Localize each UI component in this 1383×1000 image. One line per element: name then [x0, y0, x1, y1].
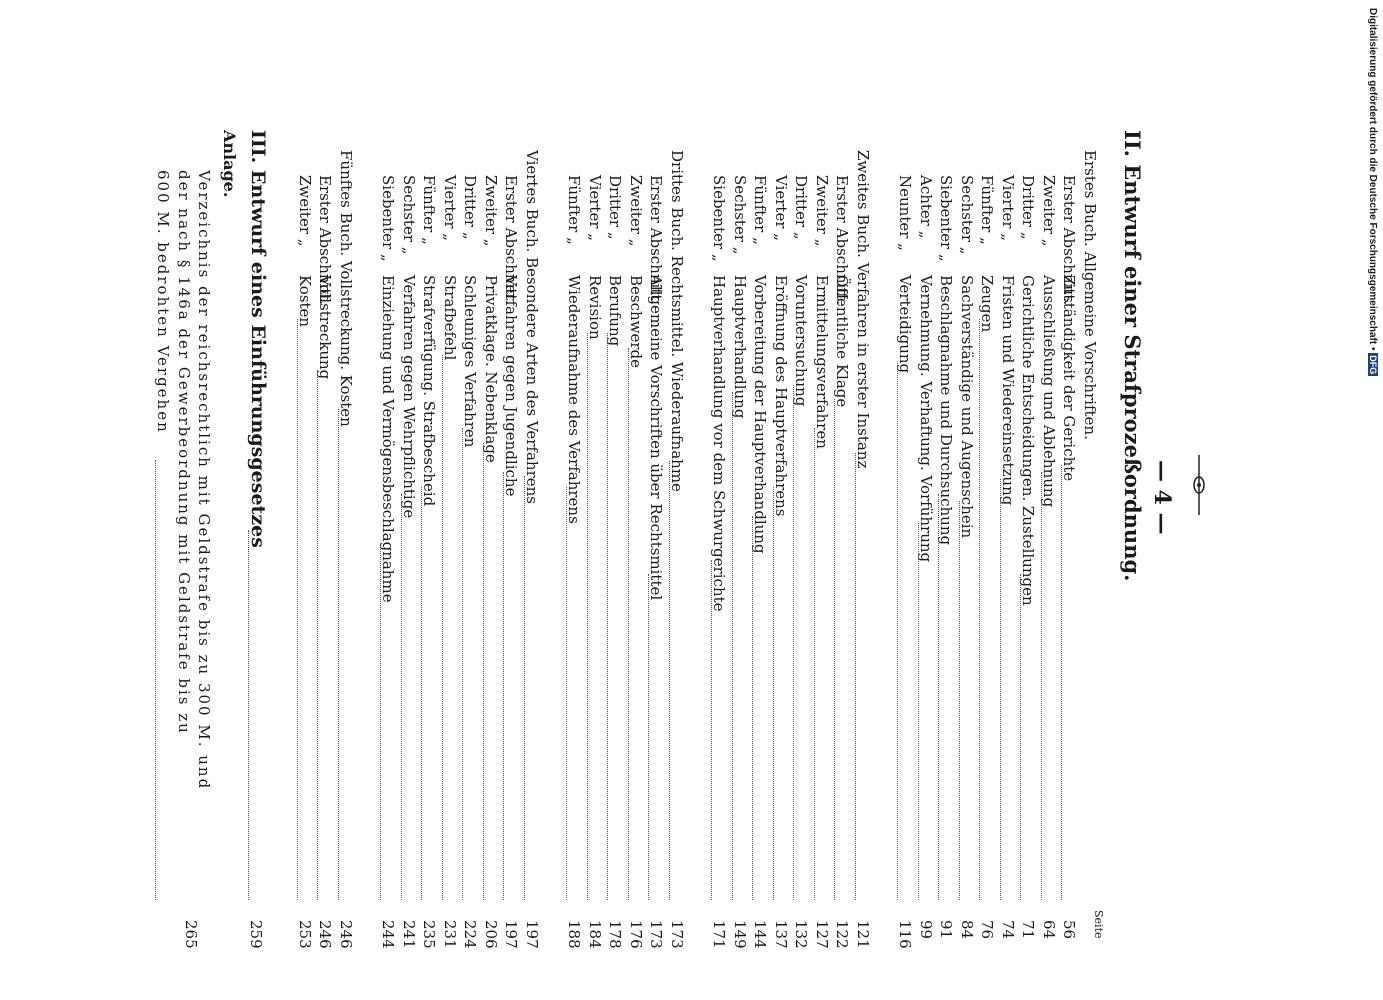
toc-entry-ordinal: Zweiter „ [1040, 175, 1058, 247]
toc-entry-title: Beschlagnahme und Durchsuchung [937, 275, 956, 546]
dot-leader [1021, 574, 1036, 900]
dot-leader [898, 363, 913, 900]
toc-entry-ordinal: Dritter „ [792, 175, 811, 240]
toc-entry-ordinal: Zweiter „ [627, 175, 645, 247]
toc-entry-title: Beschwerde [627, 275, 645, 369]
toc-entry-page: 149 [731, 920, 749, 949]
toc-entry-page: 178 [606, 920, 625, 949]
toc-entry-page: 122 [833, 920, 852, 949]
toc-entry-ordinal: Vierter „ [586, 175, 604, 242]
dot-leader [1062, 465, 1077, 900]
toc-entry-title: Sachverständige und Augenschein [958, 275, 976, 539]
toc-entry-ordinal: Zweiter „ [813, 175, 831, 247]
toc-entry-ordinal: Vierter „ [441, 175, 459, 242]
toc-entry-page: 231 [441, 920, 459, 949]
toc-entry-page: 144 [751, 920, 770, 949]
toc-entry-ordinal: Siebenter „ [710, 175, 729, 262]
toc-entry-ordinal: Dritter „ [1019, 175, 1038, 240]
toc-entry-page: 244 [379, 920, 398, 949]
book-heading: Erstes Buch. Allgemeine Vorschriften. [1081, 150, 1099, 440]
toc-entry-ordinal: Vierter „ [772, 175, 790, 242]
toc-entry-page: 246 [316, 920, 335, 949]
toc-entry-ordinal: Sechster „ [400, 175, 418, 255]
dot-leader [732, 392, 747, 900]
toc-entry-title: Vorbereitung der Hauptverhandlung [751, 275, 770, 554]
toc-entry-ordinal: Erster Abschnitt. [1060, 175, 1079, 306]
toc-entry-ordinal: Fünfter „ [420, 175, 439, 245]
anlage-line-2: der nach § 146a der Gewerbeordnung mit Geldstrafe bis zu [175, 170, 193, 735]
dot-leader [504, 472, 519, 900]
toc-entry-title: Ermittelungsverfahren [813, 275, 831, 449]
dfg-credit-text: Digitalisierung gefördert durch die Deutsche Forschungsgemeinschaft • [1367, 8, 1378, 351]
toc-entry-ordinal: Erster Abschnitt. [502, 175, 521, 306]
page-number: — 4 — [1149, 460, 1175, 535]
toc-entry-title: Zuständigkeit der Gerichte [1060, 275, 1079, 482]
dot-leader [1000, 479, 1015, 900]
ornament-divider [1190, 455, 1208, 515]
toc-entry-title: Kosten [296, 275, 314, 328]
toc-entry-ordinal: Zweiter „ [296, 175, 314, 247]
toc-entry-title: Verteidigung [896, 275, 915, 374]
toc-entry-title: Vollstreckung [316, 275, 335, 380]
dot-leader [463, 428, 478, 900]
toc-entry-ordinal: Erster Abschnitt. [647, 175, 666, 306]
toc-entry-page: 188 [565, 920, 584, 949]
dot-leader [855, 453, 870, 900]
toc-entry-title: Eröffnung des Hauptverfahrens [772, 275, 790, 517]
toc-entry-page: 64 [1040, 920, 1058, 940]
toc-entry-title: Zeugen [978, 275, 997, 333]
toc-entry-title: Öffentliche Klage [833, 275, 852, 408]
toc-entry-title: Berufung [606, 275, 625, 347]
dot-leader [483, 443, 498, 900]
dot-leader [628, 348, 643, 900]
dot-leader [773, 487, 788, 900]
toc-entry-page: 56 [1060, 920, 1079, 940]
section-ii-title: II. Entwurf einer Strafprozeßordnung. [1120, 130, 1145, 582]
toc-entry-ordinal: Siebenter „ [379, 175, 398, 262]
toc-entry-title: Hauptverhandlung [731, 275, 749, 419]
dot-leader [338, 409, 353, 900]
dot-leader [422, 487, 437, 900]
toc-entry-title: Fristen und Wiedereinsetzung [999, 275, 1017, 506]
toc-entry-page: 76 [978, 920, 997, 940]
dot-leader [814, 428, 829, 900]
anlage-line-3: 600 M. bedrohten Vergehen [154, 170, 173, 434]
column-header-seite: Seite [1092, 910, 1105, 939]
book-heading-page: 246 [337, 920, 355, 949]
toc-entry-title: Ausschließung und Ablehnung [1040, 275, 1058, 508]
toc-entry-page: 197 [502, 920, 521, 949]
toc-entry-page: 176 [627, 920, 645, 949]
dfg-credit [1367, 8, 1378, 376]
book-heading: Fünftes Buch. Vollstreckung. Kosten [337, 150, 355, 427]
toc-entry-title: Hauptverhandlung vor dem Schwurgerichte [710, 275, 729, 612]
toc-entry-ordinal: Dritter „ [461, 175, 480, 240]
toc-entry-ordinal: Zweiter „ [482, 175, 500, 247]
dot-leader [567, 487, 582, 900]
toc-entry-page: 206 [482, 920, 500, 949]
toc-entry-title: Revision [586, 275, 604, 340]
book-heading: Viertes Buch. Besondere Arten des Verfahrens [523, 150, 541, 504]
toc-entry-page: 71 [1019, 920, 1038, 940]
toc-entry-page: 74 [999, 920, 1017, 940]
dot-leader [401, 494, 416, 900]
toc-entry-page: 171 [710, 920, 729, 949]
dot-leader [835, 399, 850, 900]
dfg-logo: DFG [1368, 355, 1378, 375]
toc-entry-page: 99 [917, 920, 935, 940]
dot-leader [1041, 472, 1056, 900]
section-iii-title: III. Entwurf eines Einführungsgesetzes [247, 130, 270, 548]
dot-leader [753, 516, 768, 900]
toc-entry-page: 241 [400, 920, 418, 949]
toc-entry-page: 132 [792, 920, 811, 949]
dot-leader [156, 460, 171, 900]
dot-leader [918, 523, 933, 900]
anlage-label: Anlage. [220, 130, 240, 198]
dot-leader [249, 530, 264, 900]
toc-entry-page: 173 [647, 920, 666, 949]
dot-leader [980, 319, 995, 900]
dot-leader [649, 574, 664, 900]
toc-entry-ordinal: Fünfter „ [751, 175, 770, 245]
book-heading-page: 121 [854, 920, 872, 949]
dot-leader [712, 560, 727, 900]
toc-entry-ordinal: Neunter „ [896, 175, 915, 251]
toc-entry-ordinal: Erster Abschnitt. [316, 175, 335, 306]
toc-entry-title: Voruntersuchung [792, 275, 811, 407]
dot-leader [297, 319, 312, 900]
table-of-contents [85, 130, 1185, 1000]
toc-entry-ordinal: Sechster „ [958, 175, 976, 255]
section-iii-page: 259 [247, 920, 266, 949]
toc-entry-ordinal: Erster Abschnitt. [833, 175, 852, 306]
toc-entry-title: Gerichtliche Entscheidungen. Zustellungen [1019, 275, 1038, 606]
toc-entry-ordinal: Fünfter „ [978, 175, 997, 245]
toc-entry-page: 253 [296, 920, 314, 949]
toc-entry-title: Verfahren gegen Jugendliche [502, 275, 521, 497]
anlage-line-1: Verzeichnis der reichsrechtlich mit Geldstrafe bis zu 300 M. und [195, 170, 214, 791]
toc-entry-page: 84 [958, 920, 976, 940]
toc-entry-title: Privatklage. Nebenklage [482, 275, 500, 463]
dot-leader [794, 385, 809, 901]
toc-entry-title: Schleuniges Verfahren [461, 275, 480, 448]
toc-entry-title: Strafverfügung. Strafbescheid [420, 275, 439, 507]
dot-leader [442, 355, 457, 900]
toc-entry-ordinal: Vierter „ [999, 175, 1017, 242]
toc-entry-title: Einziehung und Vermögensbeschlagnahme [379, 275, 398, 603]
toc-entry-page: 137 [772, 920, 790, 949]
book-heading-page: 173 [668, 920, 686, 949]
dot-leader [318, 370, 333, 900]
toc-entry-ordinal: Siebenter „ [937, 175, 956, 262]
dot-leader [524, 476, 539, 900]
toc-entry-page: 116 [896, 920, 915, 949]
toc-entry-page: 224 [461, 920, 480, 949]
toc-entry-title: Allgemeine Vorschriften über Rechtsmittel [647, 275, 666, 601]
dot-leader [669, 461, 684, 900]
book-heading: Zweites Buch. Verfahren in erster Instanz [854, 150, 872, 469]
toc-entry-page: 127 [813, 920, 831, 949]
dot-leader [587, 333, 602, 900]
toc-entry-title: Strafbefehl [441, 275, 459, 361]
toc-entry-page: 235 [420, 920, 439, 949]
toc-entry-ordinal: Sechster „ [731, 175, 749, 255]
toc-entry-page: 184 [586, 920, 604, 949]
toc-entry-title: Wiederaufnahme des Verfahrens [565, 275, 584, 524]
dot-leader [959, 501, 974, 900]
toc-entry-ordinal: Fünfter „ [565, 175, 584, 245]
toc-entry-ordinal: Dritter „ [606, 175, 625, 240]
dot-leader [939, 494, 954, 900]
toc-entry-ordinal: Achter „ [917, 175, 935, 239]
anlage-page: 265 [182, 920, 201, 949]
toc-entry-page: 91 [937, 920, 956, 940]
dot-leader [381, 545, 396, 900]
dot-leader [608, 333, 623, 900]
book-heading: Drittes Buch. Rechtsmittel. Wiederaufnahme [668, 150, 686, 492]
toc-entry-title: Vernehmung. Verhaftung. Vorführung [917, 275, 935, 563]
book-heading-page: 197 [523, 920, 541, 949]
toc-entry-title: Verfahren gegen Wehrpflichtige [400, 275, 418, 519]
